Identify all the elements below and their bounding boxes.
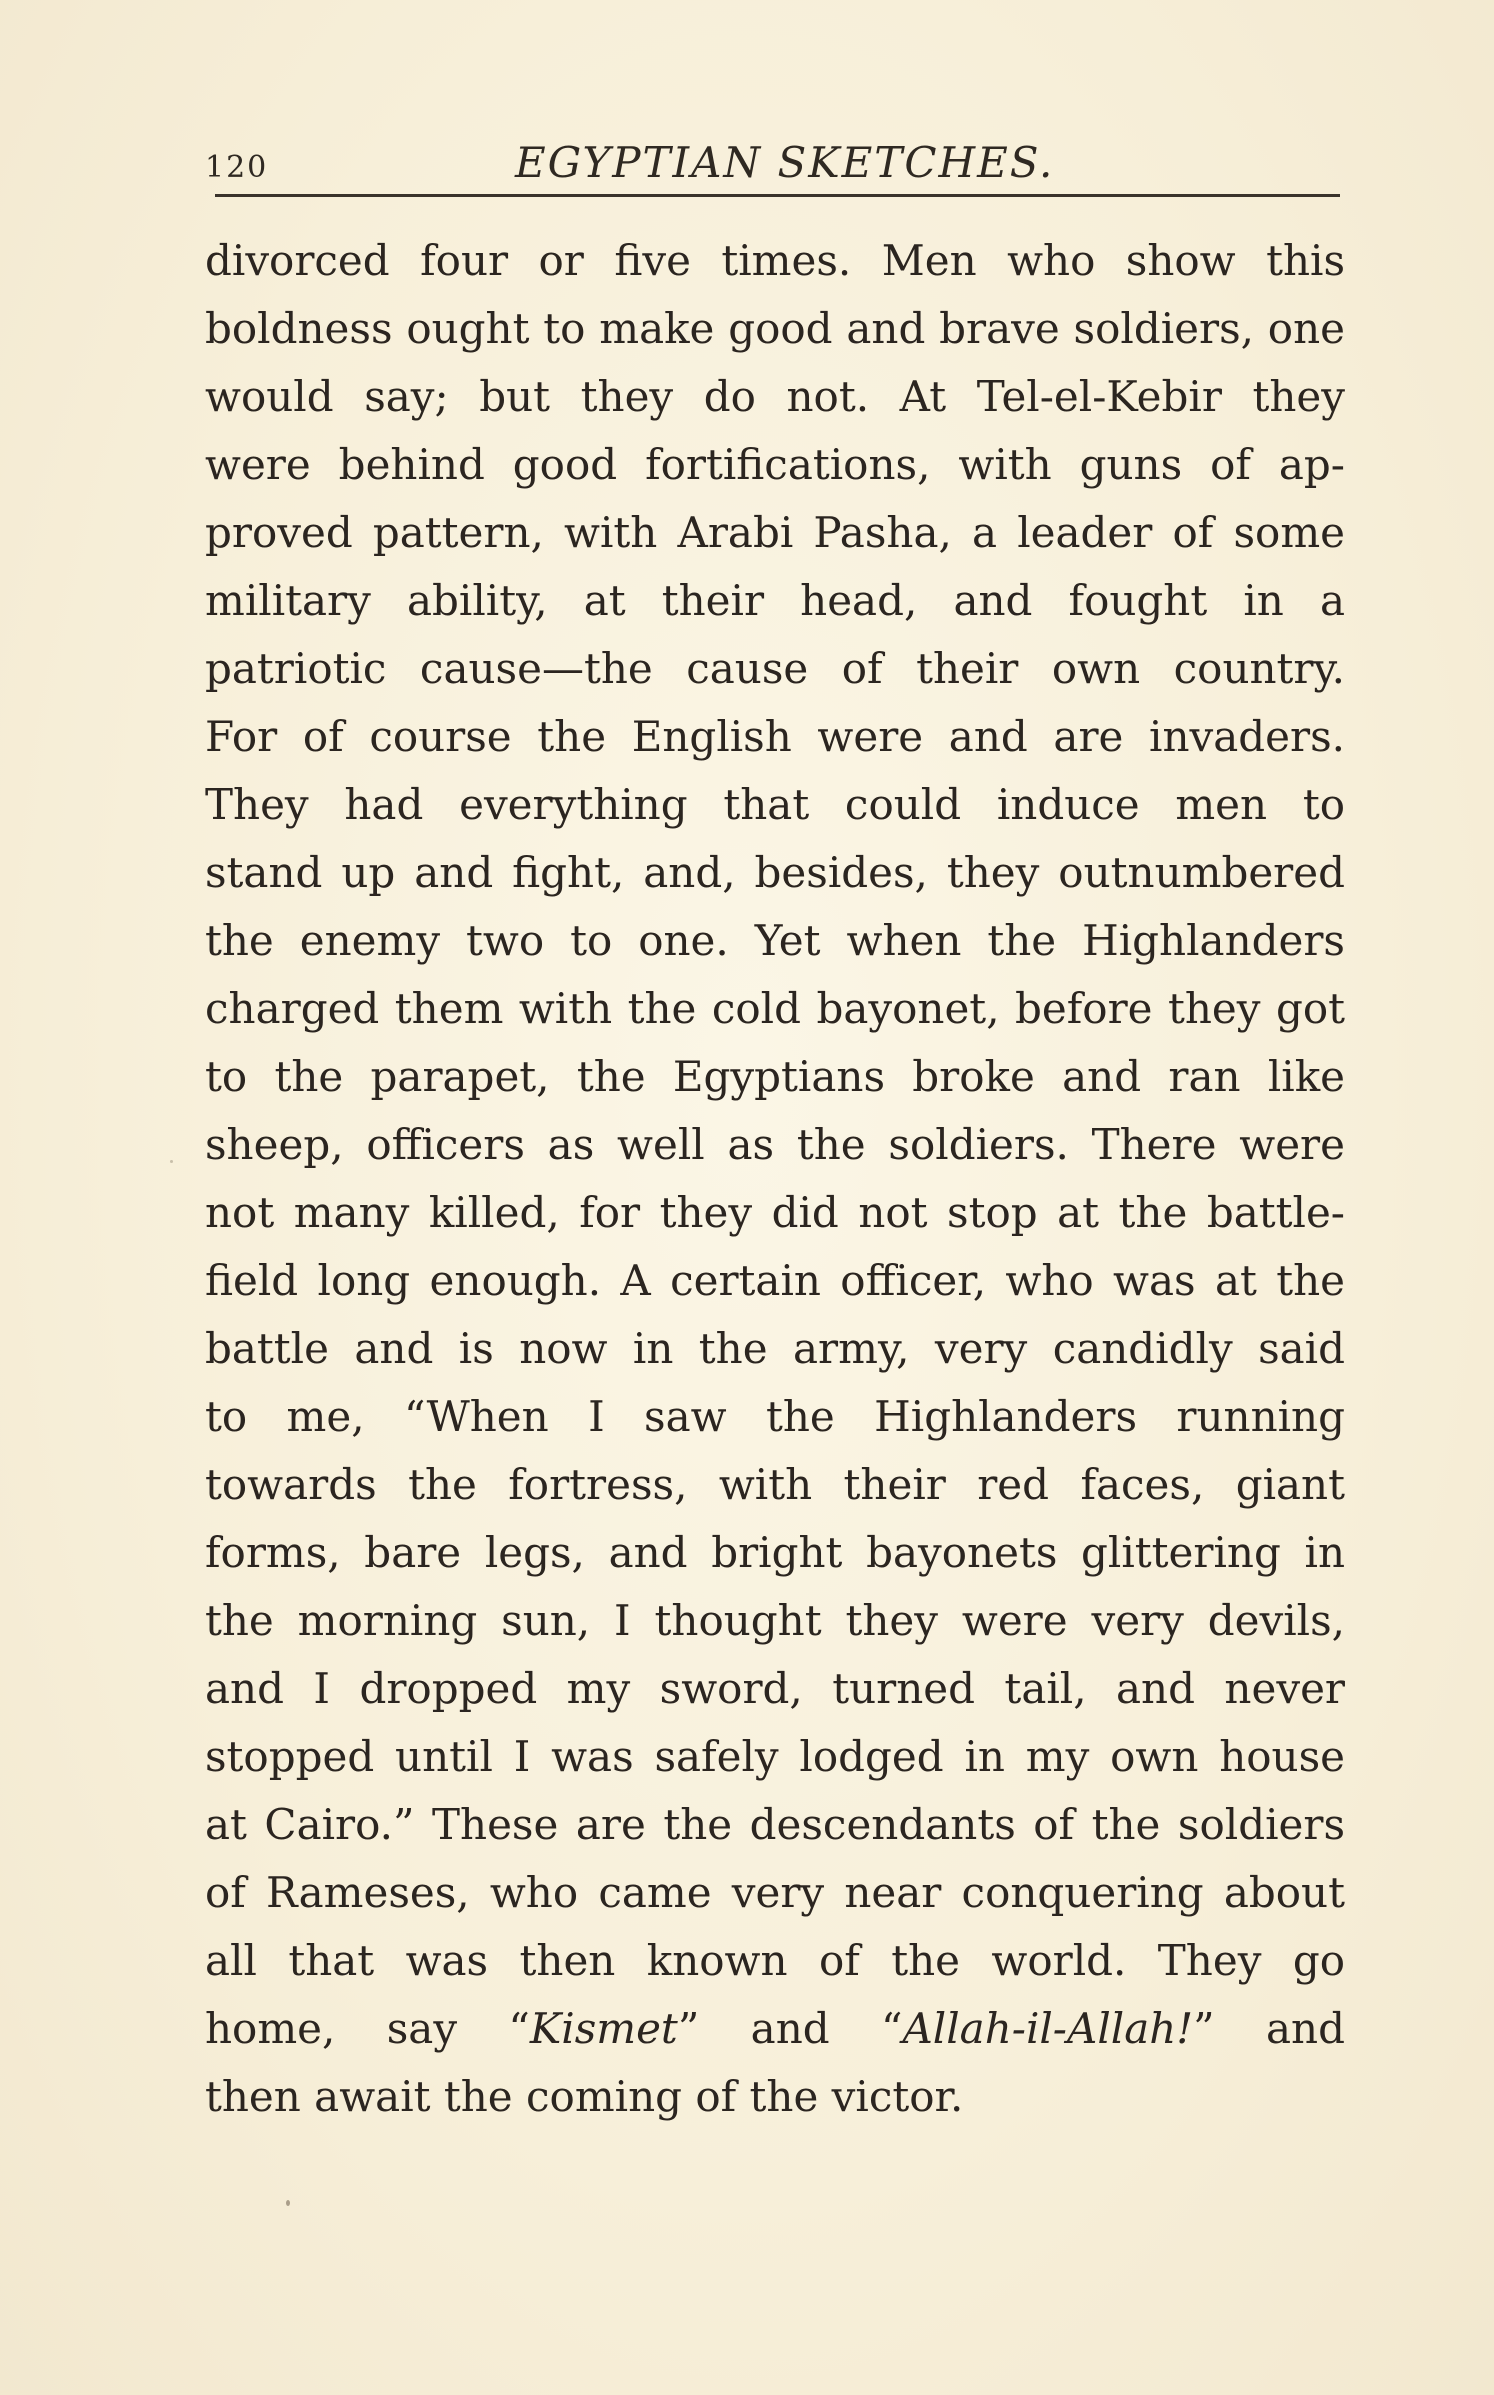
paper-speck <box>170 1160 173 1163</box>
text-line: forms, bare legs, and bright bayonets glittering in <box>205 1528 1345 1577</box>
text-line: boldness ought to make good and brave soldiers, one <box>205 304 1345 353</box>
page-number: 120 <box>205 150 269 185</box>
text-line: the morning sun, I thought they were very devils, <box>205 1596 1345 1645</box>
text-line: all that was then known of the world. They go <box>205 1936 1345 1985</box>
text-line: military ability, at their head, and fought in a <box>205 576 1345 625</box>
text-line: and I dropped my sword, turned tail, and never <box>205 1664 1345 1713</box>
text-line: divorced four or five times. Men who show this <box>205 236 1345 285</box>
text-line: towards the fortress, with their red faces, giant <box>205 1460 1345 1509</box>
page-header <box>205 138 1340 198</box>
text-line: They had everything that could induce men to <box>205 780 1345 829</box>
paper-speck <box>286 2200 290 2206</box>
running-title: EGYPTIAN SKETCHES. <box>515 138 1055 187</box>
text-line: stopped until I was safely lodged in my own house <box>205 1732 1345 1781</box>
text-line: For of course the English were and are invaders. <box>205 712 1345 761</box>
text-line: field long enough. A certain officer, who was at the <box>205 1256 1345 1305</box>
text-line: to me, “When I saw the Highlanders running <box>205 1392 1345 1441</box>
body-text <box>205 227 1345 2131</box>
text-line: charged them with the cold bayonet, before they got <box>205 984 1345 1033</box>
text-line: at Cairo.” These are the descendants of the soldiers <box>205 1800 1345 1849</box>
text-line: to the parapet, the Egyptians broke and ran like <box>205 1052 1345 1101</box>
text-line: stand up and fight, and, besides, they outnumbered <box>205 848 1345 897</box>
text-fragment: ” and “ <box>677 2004 903 2053</box>
text-line-with-italics <box>205 1995 1345 2063</box>
text-line: would say; but they do not. At Tel-el-Kebir they <box>205 372 1345 421</box>
text-line: not many killed, for they did not stop at the battle- <box>205 1188 1345 1237</box>
text-line-last: then await the coming of the victor. <box>205 2072 964 2121</box>
text-line: patriotic cause—the cause of their own country. <box>205 644 1345 693</box>
text-line: of Rameses, who came very near conquering about <box>205 1868 1345 1917</box>
text-fragment: ” and <box>1193 2004 1345 2053</box>
text-line: sheep, officers as well as the soldiers. There were <box>205 1120 1345 1169</box>
text-line: battle and is now in the army, very candidly said <box>205 1324 1345 1373</box>
text-line: the enemy two to one. Yet when the Highlanders <box>205 916 1345 965</box>
italic-kismet: Kismet <box>529 2004 678 2053</box>
text-line: proved pattern, with Arabi Pasha, a leader of some <box>205 508 1345 557</box>
text-line: were behind good fortifications, with guns of ap- <box>205 440 1345 489</box>
text-fragment: home, say “ <box>205 2004 530 2053</box>
italic-allah-il-allah: Allah-il-Allah! <box>902 2004 1194 2053</box>
header-rule <box>215 194 1340 197</box>
